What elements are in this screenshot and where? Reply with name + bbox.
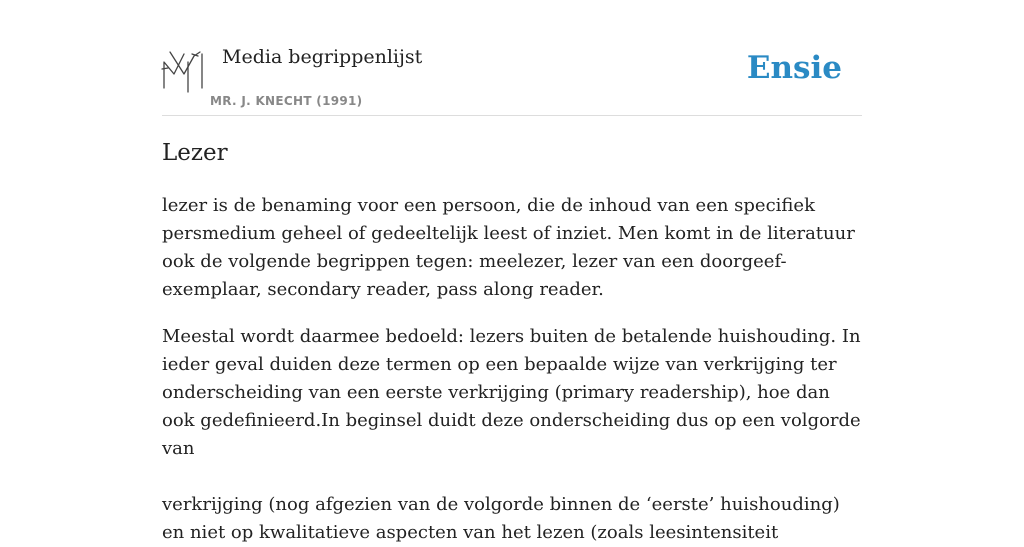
book-author: MR. J. KNECHT (1991) <box>210 94 363 108</box>
brand-logo[interactable]: Ensie <box>746 50 842 86</box>
page-header <box>162 0 862 116</box>
paragraph: verkrijging (nog afgezien van de volgorde binnen de ‘eerste’ huishouding) en niet op kwalitatieve aspecten van het lezen (zoals leesintensiteit <box>162 494 840 543</box>
paragraph: lezer is de benaming voor een persoon, die de inhoud van een specifiek persmedium geheel of gedeeltelijk leest of inziet. Men komt in de literatuur ook de volgende begrippen tegen: meelezer, lezer van een doorgeef-exemplaar, secondary reader, pass along reader. <box>162 195 855 300</box>
book-title[interactable]: Media begrippenlijst <box>222 46 423 68</box>
entry-page <box>162 0 862 543</box>
entry-body <box>162 192 862 547</box>
media-monogram-icon[interactable] <box>162 48 208 94</box>
paragraph: Meestal wordt daarmee bedoeld: lezers buiten de betalende huishouding. In ieder geval duiden deze termen op een bepaalde wijze van verkrijging ter onderscheiding van een eerste verkrijging (primary readership), hoe dan ook gedefinieerd.In beginsel duidt deze onderscheiding dus op een volgorde van <box>162 326 861 459</box>
entry-title: Lezer <box>162 140 228 166</box>
